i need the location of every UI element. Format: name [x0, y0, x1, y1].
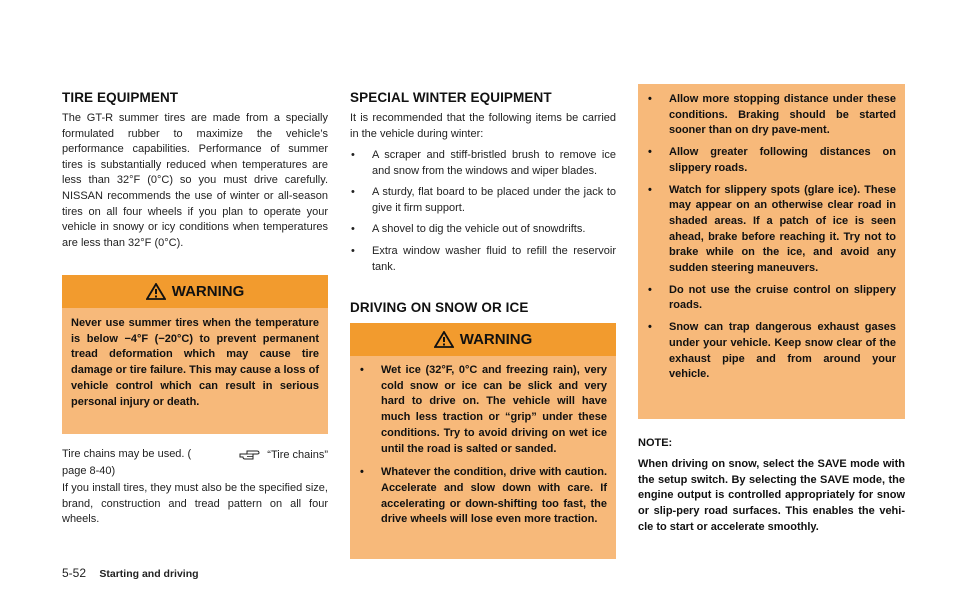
- tire-equipment-heading: TIRE EQUIPMENT: [62, 90, 179, 105]
- warning-label: WARNING: [459, 331, 533, 348]
- list-item: • Watch for slippery spots (glare ice). These may appear on an otherwise clear road in shaded areas. If a patch of ice is seen ahead, brake before reaching it. Try not to brake while on the ice, and avoid any sudden steering maneuvers.: [648, 183, 896, 275]
- list-item: • A sturdy, flat board to be placed under the jack to give it firm support.: [351, 186, 616, 214]
- warning-label: WARNING: [171, 283, 245, 300]
- warning-box-summer-tires: [62, 275, 328, 434]
- tire-chains-paragraph: [62, 447, 328, 479]
- page-footer: [62, 566, 199, 580]
- warning-box-snow-ice: [350, 323, 616, 559]
- list-item: • A shovel to dig the vehicle out of snowdrifts.: [351, 223, 586, 236]
- warning-box-continued: [638, 84, 905, 419]
- list-item: • Whatever the condition, drive with caution. Accelerate and slow down with care. If accelerating or down-shifting too fast, the drive wheels will lose even more traction.: [360, 466, 607, 526]
- driving-on-snow-heading: DRIVING ON SNOW OR ICE: [350, 300, 529, 315]
- list-item: • Wet ice (32°F, 0°C and freezing rain), very cold snow or ice can be slick and very hard to drive on. The vehicle will have much less traction or “grip” under these conditions. Try to avoid driving on wet ice until the road is salted or sanded.: [360, 364, 607, 455]
- winter-equipment-intro: It is recommended that the following items be carried in the vehicle during winter:: [350, 112, 616, 140]
- warning-text-summer-tires: Never use summer tires when the temperature is below −4°F (−20°C) to prevent permanent tread deformation which may cause tire damage or tire failure. This may cause a loss of vehicle control which can result in serious personal injury or death.: [71, 317, 319, 408]
- install-tires-paragraph: If you install tires, they must also be the specified size, brand, construction and tread pattern on all four wheels.: [62, 482, 328, 526]
- list-item: • Extra window washer fluid to refill the reservoir tank.: [351, 244, 616, 273]
- note-label: NOTE:: [638, 437, 673, 449]
- pointing-hand-reference-icon: [239, 447, 261, 461]
- note-text: When driving on snow, select the SAVE mode with the setup switch. By selecting the SAVE mode, the engine output is controlled appropriately for snow or slip-pery road surfaces. This enables the vehi-cle to start or accelerate smoothly.: [638, 458, 905, 533]
- list-item: • Allow greater following distances on slippery roads.: [648, 146, 896, 174]
- page-number: 5-52: [62, 566, 87, 580]
- warning-header: [62, 275, 328, 308]
- warning-list-continued: [647, 92, 896, 383]
- list-item: • Snow can trap dangerous exhaust gases under your vehicle. Keep snow clear of the exhaust pipe and from around your vehicle.: [648, 321, 896, 381]
- tire-chains-reference-link[interactable]: “Tire chains”: [267, 449, 328, 461]
- tire-chains-text: Tire chains may be used. (: [62, 448, 192, 460]
- warning-header: [350, 323, 616, 356]
- list-item: • Do not use the cruise control on slippery roads.: [648, 283, 896, 312]
- winter-equipment-list: [350, 148, 616, 275]
- special-winter-equipment-heading: SPECIAL WINTER EQUIPMENT: [350, 90, 552, 105]
- warning-triangle-icon: [146, 283, 166, 300]
- warning-list-snow-ice: [359, 363, 607, 528]
- tire-equipment-paragraph: The GT-R summer tires are made from a specially formulated rubber to maximize the vehicle’s performance capabilities. Performance of summer tires is substantially reduced when temperatures are less than 32°F (0°C) so you must drive carefully. NISSAN recommends the use of winter or all-season tires on all four wheels if you plan to operate your vehicle in snowy or icy conditions when temperatures are less than 32°F (0°C).: [62, 112, 328, 249]
- list-item: • Allow more stopping distance under these conditions. Braking should be started sooner than on dry pave-ment.: [648, 93, 896, 137]
- warning-triangle-icon: [434, 331, 454, 348]
- list-item: • A scraper and stiff-bristled brush to remove ice and snow from the windows and wiper blades.: [351, 149, 616, 177]
- tire-chains-page: page 8-40): [62, 464, 116, 477]
- section-title: Starting and driving: [99, 568, 199, 580]
